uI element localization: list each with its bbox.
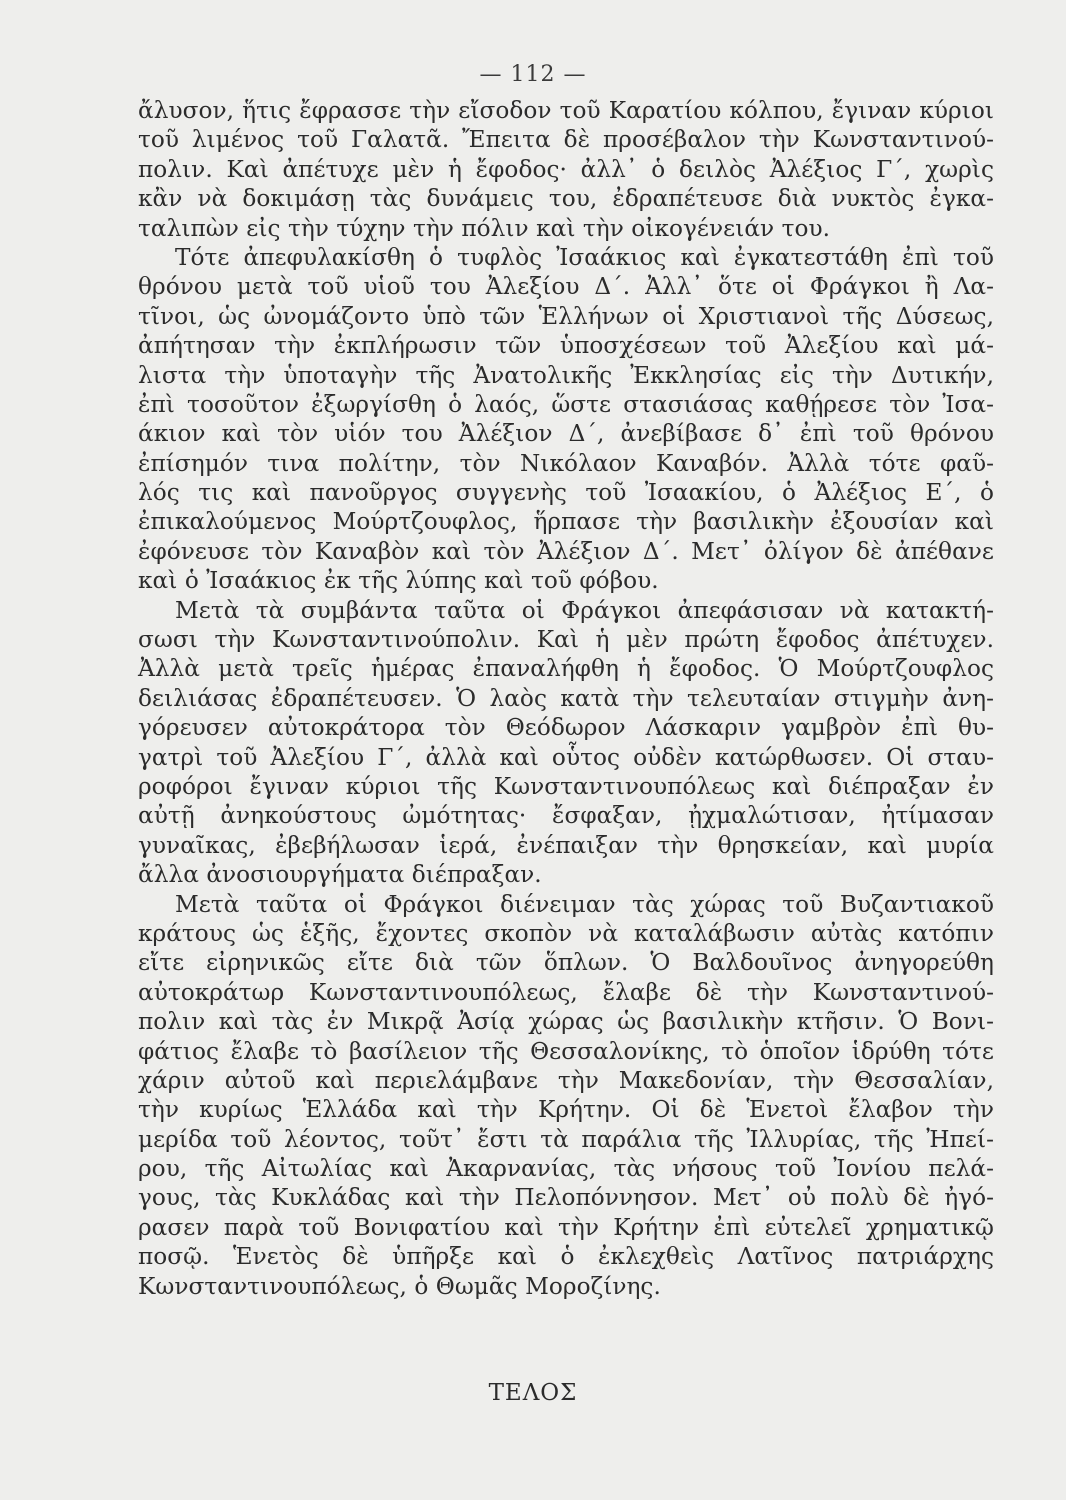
text-line: Μετὰ ταῦτα οἱ Φράγκοι διένειμαν τὰς χώρας τοῦ Βυζαντιακοῦ [175, 890, 994, 918]
text-line: αὐτοκράτωρ Κωνσταντινουπόλεως, ἔλαβε δὲ τὴν Κωνσταντινού- [138, 978, 994, 1006]
text-line: καὶ ὁ Ἰσαάκιος ἐκ τῆς λύπης καὶ τοῦ φόβου. [138, 567, 659, 595]
text-line: σωσι τὴν Κωνσταντινούπολιν. Καὶ ἡ μὲν πρώτη ἔφοδος ἀπέτυχεν. [138, 626, 994, 654]
text-line: Ἀλλὰ μετὰ τρεῖς ἡμέρας ἐπαναλήφθη ἡ ἔφοδος. Ὁ Μούρτζουφλος [138, 655, 994, 683]
text-line: ἐπίσημόν τινα πολίτην, τὸν Νικόλαον Καναβόν. Ἀλλὰ τότε φαῦ- [138, 449, 994, 477]
text-line: γόρευσεν αὐτοκράτορα τὸν Θεόδωρον Λάσκαριν γαμβρὸν ἐπὶ θυ- [138, 714, 994, 742]
text-line: κἂν νὰ δοκιμάσῃ τὰς δυνάμεις του, ἐδραπέτευσε διὰ νυκτὸς ἐγκα- [138, 185, 994, 213]
text-line: εἴτε εἰρηνικῶς εἴτε διὰ τῶν ὅπλων. Ὁ Βαλδουῖνος ἀνηγορεύθη [138, 949, 994, 977]
text-line: φάτιος ἔλαβε τὸ βασίλειον τῆς Θεσσαλονίκης, τὸ ὁποῖον ἱδρύθη τότε [138, 1037, 994, 1065]
text-line: χάριν αὐτοῦ καὶ περιελάμβανε τὴν Μακεδονίαν, τὴν Θεσσαλίαν, [138, 1066, 994, 1094]
body-text [138, 96, 994, 1301]
text-line: ἐπὶ τοσοῦτον ἐξωργίσθη ὁ λαός, ὥστε στασιάσας καθῄρεσε τὸν Ἰσα- [138, 390, 994, 418]
text-line: γυναῖκας, ἐβεβήλωσαν ἱερά, ἐνέπαιξαν τὴν θρησκείαν, καὶ μυρία [138, 831, 994, 859]
text-line: Κωνσταντινουπόλεως, ὁ Θωμᾶς Μοροζίνης. [138, 1272, 661, 1300]
text-line: ροφόροι ἔγιναν κύριοι τῆς Κωνσταντινουπόλεως καὶ διέπραξαν ἐν [138, 772, 994, 800]
text-line: Μετὰ τὰ συμβάντα ταῦτα οἱ Φράγκοι ἀπεφάσισαν νὰ κατακτή- [175, 596, 994, 624]
text-line: τοῦ λιμένος τοῦ Γαλατᾶ. Ἔπειτα δὲ προσέβαλον τὴν Κωνσταντινού- [138, 126, 994, 154]
text-line: πολιν. Καὶ ἀπέτυχε μὲν ἡ ἔφοδος· ἀλλ᾽ ὁ δειλὸς Ἀλέξιος Γ΄, χωρὶς [138, 155, 994, 183]
text-line: γατρὶ τοῦ Ἀλεξίου Γ΄, ἀλλὰ καὶ οὗτος οὐδὲν κατώρθωσεν. Οἱ σταυ- [138, 743, 994, 771]
text-line: ἀπήτησαν τὴν ἐκπλήρωσιν τῶν ὑποσχέσεων τοῦ Ἀλεξίου καὶ μά- [138, 332, 994, 360]
text-line: ἐφόνευσε τὸν Καναβὸν καὶ τὸν Ἀλέξιον Δ΄. Μετ᾽ ὀλίγον δὲ ἀπέθανε [138, 537, 994, 565]
text-line: δειλιάσας ἐδραπέτευσεν. Ὁ λαὸς κατὰ τὴν τελευταίαν στιγμὴν ἀνη- [138, 684, 994, 712]
text-line: τῖνοι, ὡς ὠνομάζοντο ὑπὸ τῶν Ἑλλήνων οἱ Χριστιανοὶ τῆς Δύσεως, [138, 302, 994, 330]
end-title: ΤΕΛΟΣ [488, 1380, 578, 1406]
text-line: λιστα τὴν ὑποταγὴν τῆς Ἀνατολικῆς Ἐκκλησίας εἰς τὴν Δυτικήν, [138, 361, 994, 389]
text-line: ἄλυσον, ἥτις ἔφρασσε τὴν εἴσοδον τοῦ Καρατίου κόλπου, ἔγιναν κύριοι [138, 97, 994, 124]
text-line: ρου, τῆς Αἰτωλίας καὶ Ἀκαρνανίας, τὰς νήσους τοῦ Ἰονίου πελά- [138, 1155, 994, 1183]
text-line: ἐπικαλούμενος Μούρτζουφλος, ἥρπασε τὴν βασιλικὴν ἐξουσίαν καὶ [138, 508, 994, 536]
text-line: Τότε ἀπεφυλακίσθη ὁ τυφλὸς Ἰσαάκιος καὶ ἐγκατεστάθη ἐπὶ τοῦ [175, 243, 994, 271]
text-line: πολιν καὶ τὰς ἐν Μικρᾷ Ἀσίᾳ χώρας ὡς βασιλικὴν κτῆσιν. Ὁ Βονι- [138, 1008, 994, 1036]
text-line: ἄλλα ἀνοσιουργήματα διέπραξαν. [138, 861, 542, 889]
text-line: ταλιπὼν εἰς τὴν τύχην τὴν πόλιν καὶ τὴν οἰκογένειάν του. [138, 214, 831, 242]
text-line: άκιον καὶ τὸν υἱόν του Ἀλέξιον Δ΄, ἀνεβίβασε δ᾽ ἐπὶ τοῦ θρόνου [138, 420, 994, 448]
text-line: ποσῷ. Ἑνετὸς δὲ ὑπῆρξε καὶ ὁ ἐκλεχθεὶς Λατῖνος πατριάρχης [138, 1243, 994, 1271]
text-line: τὴν κυρίως Ἑλλάδα καὶ τὴν Κρήτην. Οἱ δὲ Ἑνετοὶ ἔλαβον τὴν [138, 1096, 994, 1124]
page-number: — 112 — [479, 62, 587, 87]
text-line: γους, τὰς Κυκλάδας καὶ τὴν Πελοπόννησον. Μετ᾽ οὐ πολὺ δὲ ἠγό- [138, 1184, 994, 1212]
text-line: κράτους ὡς ἑξῆς, ἔχοντες σκοπὸν νὰ καταλάβωσιν αὐτὰς κατόπιν [138, 919, 994, 947]
text-line: αὐτῇ ἀνηκούστους ὠμότητας· ἔσφαξαν, ᾐχμαλώτισαν, ἠτίμασαν [138, 802, 994, 830]
text-line: ρασεν παρὰ τοῦ Βονιφατίου καὶ τὴν Κρήτην ἐπὶ εὐτελεῖ χρηματικῷ [138, 1213, 994, 1241]
text-line: λός τις καὶ πανοῦργος συγγενὴς τοῦ Ἰσαακίου, ὁ Ἀλέξιος Ε΄, ὁ [138, 479, 994, 507]
text-line: θρόνου μετὰ τοῦ υἱοῦ του Ἀλεξίου Δ΄. Ἀλλ᾽ ὅτε οἱ Φράγκοι ἢ Λα- [138, 273, 994, 301]
text-line: μερίδα τοῦ λέοντος, τοῦτ᾽ ἔστι τὰ παράλια τῆς Ἰλλυρίας, τῆς Ἠπεί- [138, 1125, 994, 1153]
